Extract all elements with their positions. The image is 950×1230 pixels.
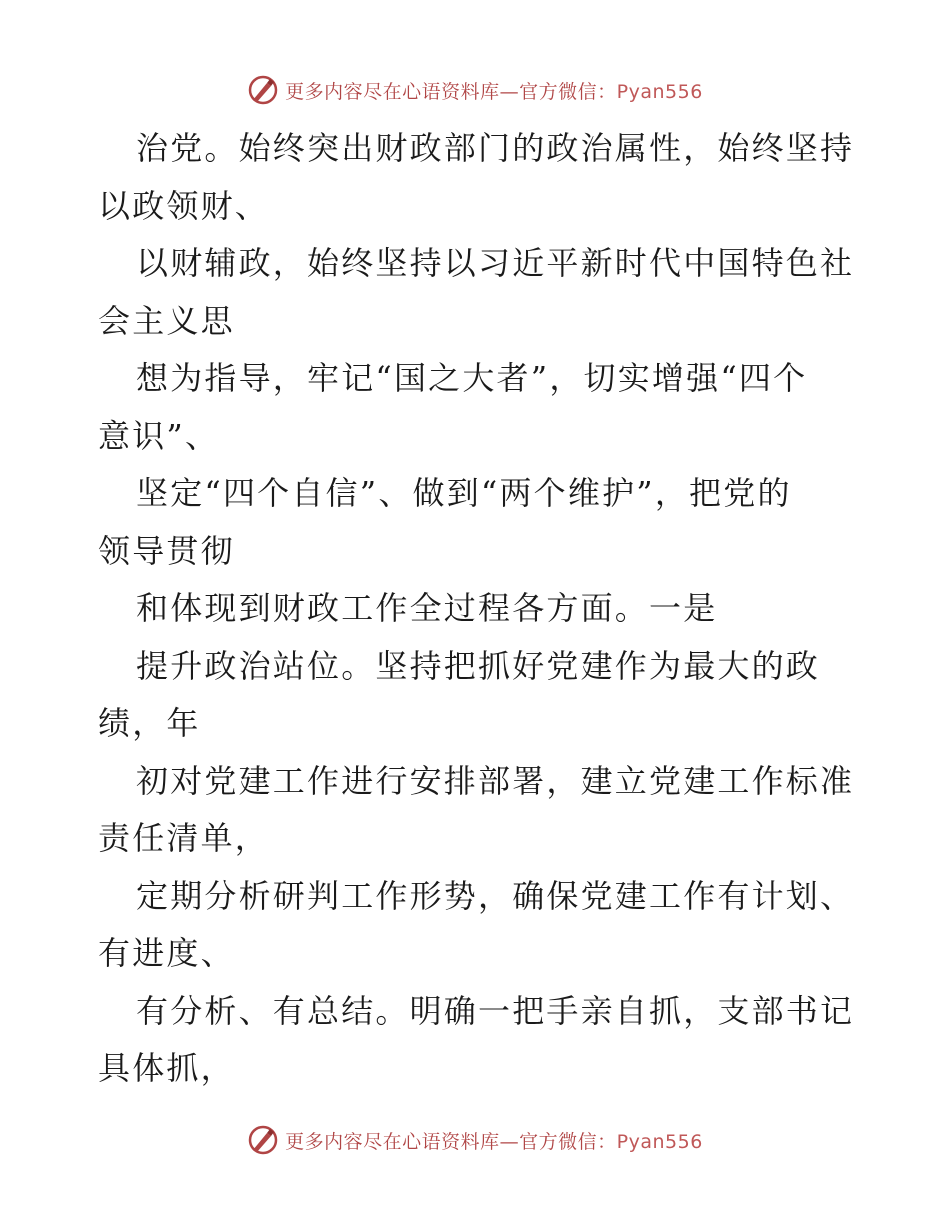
text-line: 定期分析研判工作形势，确保党建工作有计划、 — [136, 876, 855, 915]
document-body — [98, 120, 858, 1098]
text-line: 和体现到财政工作全过程各方面。一是 — [136, 589, 718, 627]
text-line: 责任清单， — [98, 819, 270, 857]
text-line: 意识”、 — [98, 416, 220, 455]
text-line: 以财辅政，始终坚持以习近平新时代中国特色社 — [136, 244, 855, 282]
pen-logo-icon — [247, 1124, 279, 1156]
pen-logo-icon — [247, 74, 279, 106]
text-line: 有分析、有总结。明确一把手亲自抓，支部书记 — [136, 991, 855, 1030]
footer-watermark — [0, 1120, 950, 1160]
text-line: 初对党建工作进行安排部署，建立党建工作标准 — [136, 761, 855, 800]
text-line: 会主义思 — [98, 301, 235, 340]
text-line: 领导贯彻 — [98, 531, 235, 570]
text-line: 有进度、 — [98, 934, 235, 972]
text-line: 坚定“四个自信”、做到“两个维护”，把党的 — [136, 474, 792, 512]
text-line: 以政领财、 — [98, 186, 270, 225]
watermark-text: 更多内容尽在心语资料库—官方微信：Pyan556 — [285, 1130, 703, 1153]
text-line: 绩，年 — [98, 704, 201, 742]
text-line: 提升政治站位。坚持把抓好党建作为最大的政 — [136, 646, 821, 685]
header-watermark — [0, 70, 950, 110]
watermark-text: 更多内容尽在心语资料库—官方微信：Pyan556 — [285, 80, 703, 103]
text-line: 想为指导，牢记“国之大者”，切实增强“四个 — [136, 359, 808, 397]
text-line: 治党。始终突出财政部门的政治属性，始终坚持 — [136, 129, 855, 167]
text-line: 具体抓， — [98, 1049, 235, 1087]
